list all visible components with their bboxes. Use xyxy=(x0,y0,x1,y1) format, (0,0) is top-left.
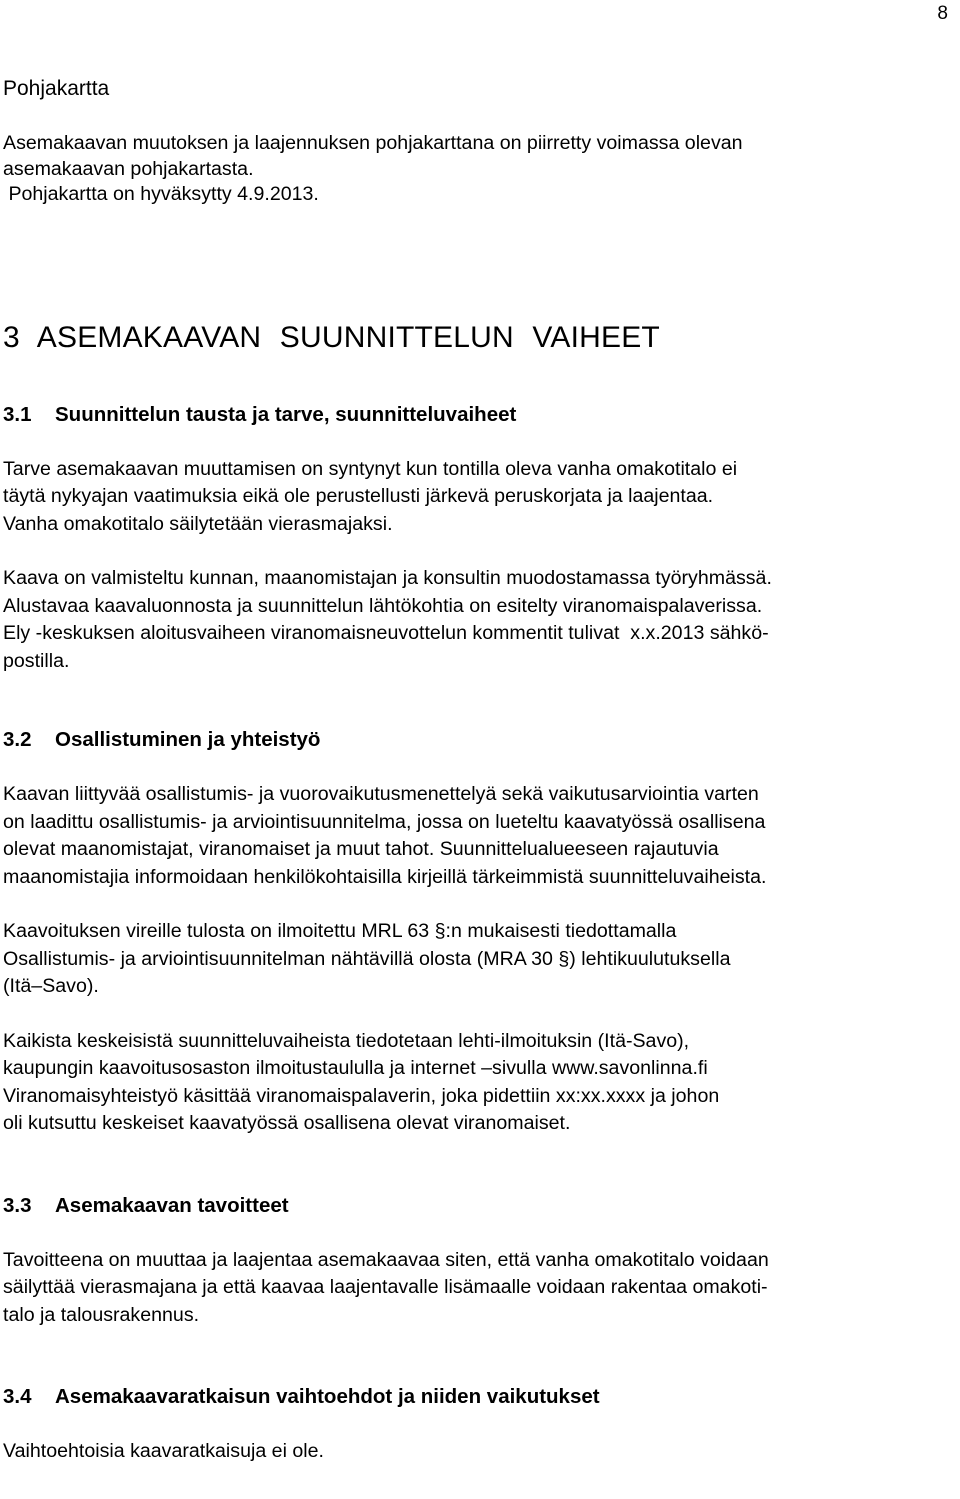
section-3-2-number: 3.2 xyxy=(3,728,32,751)
s32-p3-line-2: kaupungin kaavoitusosaston ilmoitustaululla ja internet –sivulla www.savonlinna.fi xyxy=(3,1057,708,1079)
s34-p1-line-1: Vaihtoehtoisia kaavaratkaisuja ei ole. xyxy=(3,1440,324,1462)
s31-p1-line-1: Tarve asemakaavan muuttamisen on syntynyt kun tontilla oleva vanha omakotitalo ei xyxy=(3,457,738,480)
section-3-2-heading xyxy=(3,726,958,754)
section-3-4 xyxy=(3,1383,958,1466)
s32-p3-line-3: Viranomaisyhteistyö käsittää viranomaispalaverin, joka pidettiin xx:xx.xxxx ja johon xyxy=(3,1084,720,1107)
s33-p1-line-2: säilyttää vierasmajana ja että kaavaa laajentavalle lisämaalle voidaan rakentaa omakoti- xyxy=(3,1276,768,1298)
page-number: 8 xyxy=(937,3,948,24)
s31-p1-line-3: Vanha omakotitalo säilytetään vierasmajaksi. xyxy=(3,512,393,535)
section-3-3-number: 3.3 xyxy=(3,1193,32,1217)
s31-p2-line-2: Alustavaa kaavaluonnosta ja suunnittelun lähtökohtia on esitelty viranomaispalaverissa. xyxy=(3,594,763,617)
s33-p1-line-1: Tavoitteena on muuttaa ja laajentaa asemakaavaa siten, että vanha omakotitalo voidaan xyxy=(3,1248,769,1271)
pohjakartta-line-2: asemakaavan pohjakartasta. xyxy=(3,157,254,180)
s31-p2-line-4: postilla. xyxy=(3,649,70,672)
pohjakartta-title: Pohjakartta xyxy=(3,77,110,100)
chapter-title: ASEMAKAAVAN SUUNNITTELUN VAIHEET xyxy=(36,320,660,354)
section-3-4-heading xyxy=(3,1383,958,1411)
s32-p1-line-1: Kaavan liittyvää osallistumis- ja vuorovaikutusmenettelyä sekä vaikutusarviointia varten xyxy=(3,783,759,805)
section-3-1-heading xyxy=(3,401,958,429)
s32-p1-line-4: maanomistajia informoidaan henkilökohtaisilla kirjeillä tärkeimmistä suunnitteluvaiheista. xyxy=(3,865,767,888)
section-pohjakartta xyxy=(3,75,958,209)
section-3-3 xyxy=(3,1192,958,1330)
s31-p2-line-1: Kaava on valmisteltu kunnan, maanomistajan ja konsultin muodostamassa työryhmässä. xyxy=(3,567,772,589)
s32-p1-line-2: on laadittu osallistumis- ja arviointisuunnitelma, jossa on lueteltu kaavatyössä osallisena xyxy=(3,810,766,833)
section-3-2 xyxy=(3,726,958,1138)
chapter-heading xyxy=(3,320,958,356)
section-3-4-number: 3.4 xyxy=(3,1385,32,1408)
s31-p1-line-2: täytä nykyajan vaatimuksia eikä ole perustellusti järkevä peruskorjata ja laajentaa. xyxy=(3,485,714,507)
chapter-number: 3 xyxy=(3,320,20,354)
section-3-3-heading xyxy=(3,1192,958,1220)
section-3-4-title: Asemakaavaratkaisun vaihtoehdot ja niiden vaikutukset xyxy=(55,1385,600,1408)
pohjakartta-line-3: Pohjakartta on hyväksytty 4.9.2013. xyxy=(3,183,319,205)
s31-p2-line-3: Ely -keskuksen aloitusvaiheen viranomaisneuvottelun kommentit tulivat x.x.2013 sähkö- xyxy=(3,622,769,644)
section-3-3-title: Asemakaavan tavoitteet xyxy=(55,1193,289,1217)
s32-p2-line-3: (Itä–Savo). xyxy=(3,975,99,997)
section-3-1-title: Suunnittelun tausta ja tarve, suunnitteluvaiheet xyxy=(55,402,517,426)
s32-p3-line-4: oli kutsuttu keskeiset kaavatyössä osallisena olevat viranomaiset. xyxy=(3,1112,571,1134)
pohjakartta-line-1: Asemakaavan muutoksen ja laajennuksen pohjakarttana on piirretty voimassa olevan xyxy=(3,132,743,154)
section-3-1 xyxy=(3,401,958,676)
s32-p1-line-3: olevat maanomistajat, viranomaiset ja muut tahot. Suunnittelualueeseen rajautuvia xyxy=(3,838,719,860)
section-3-1-number: 3.1 xyxy=(3,402,32,426)
s32-p3-line-1: Kaikista keskeisistä suunnitteluvaiheista tiedotetaan lehti-ilmoituksin (Itä-Savo), xyxy=(3,1029,690,1052)
document-body xyxy=(3,75,958,1466)
s32-p2-line-2: Osallistumis- ja arviointisuunnitelman nähtävillä olosta (MRA 30 §) lehtikuulutuksella xyxy=(3,947,731,970)
s33-p1-line-3: talo ja talousrakennus. xyxy=(3,1303,200,1326)
section-3-2-title: Osallistuminen ja yhteistyö xyxy=(55,728,321,751)
s32-p2-line-1: Kaavoituksen vireille tulosta on ilmoitettu MRL 63 §:n mukaisesti tiedottamalla xyxy=(3,920,677,942)
